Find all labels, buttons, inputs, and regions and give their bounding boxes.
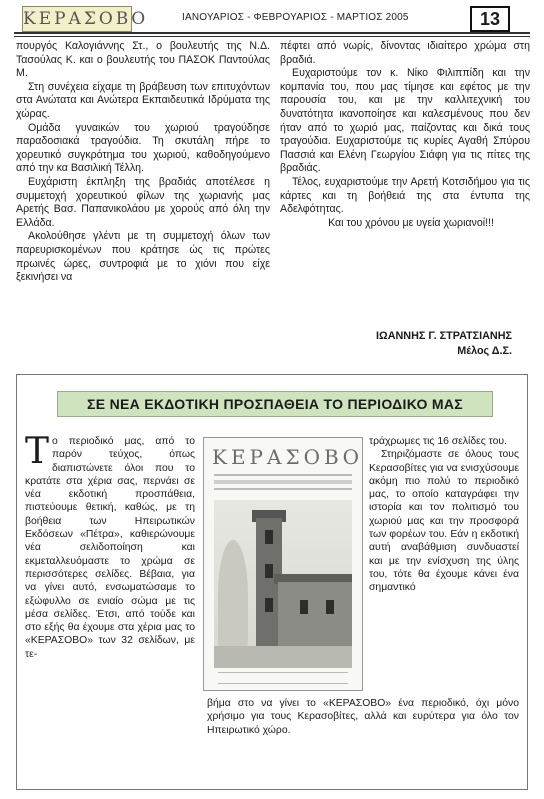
- cover-caption-band: [218, 672, 348, 684]
- tree-shape: [218, 540, 248, 650]
- article-bottom-text: [207, 697, 519, 737]
- signature-name: ΙΩΑΝΝΗΣ Γ. ΣΤΡΑΤΣΙΑΝΗΣ: [376, 330, 512, 342]
- paragraph: Ευχάριστη έκπληξη της βραδιάς αποτέλεσε η συμμετοχή χορευτικού φίλων της χωριανής μας Αρετής Βασ. Παπανικολάου με χορούς από όλη την Ελλάδα.: [16, 175, 270, 229]
- article-box: [16, 374, 528, 790]
- drop-cap: Τ: [25, 431, 50, 472]
- magazine-cover-image: [203, 437, 363, 691]
- paragraph: πουργός Καλογιάννης Στ., ο βουλευτής της Ν.Δ. Τασούλας Κ. και ο βουλευτής του ΠΑΣΟΚ Παντούλας Μ.: [16, 40, 270, 80]
- cover-title: ΚΕΡΑΣΟΒΟ: [212, 445, 364, 469]
- cover-line: [214, 488, 352, 490]
- page-number: 13: [470, 6, 510, 32]
- paragraph: τράχρωμες τις 16 σελίδες του.: [369, 436, 507, 447]
- header-rule: [14, 32, 530, 34]
- church-window: [300, 600, 308, 614]
- church-photo: [214, 500, 352, 668]
- paragraph: Τέλος, ευχαριστούμε την Αρετή Κοτσιδήμου για τις κάρτες και τη βοήθειά της στα έντυπα της Αδελφότητας.: [280, 175, 530, 216]
- top-right-column: [280, 40, 530, 230]
- church-building: [278, 582, 352, 652]
- masthead-logo: ΚΕΡΑΣΟΒΟ: [22, 6, 132, 32]
- paragraph: Στηριζόμαστε σε όλους τους Κερασοβίτες για να ενισχύσουμε ακόμη πιο πολύ το περιοδικό μας, το οποίο καταγράφει την ιστορία και τον πολιτισμό του χωριού μας και την προσφορά των φορέων του. Εάν η εκδοτική αυτή αναβάθμιση συνδυαστεί και με την ενίσχυση της ύλης του, τότε θα έχουμε κάνει ένα σημαντικό: [369, 449, 519, 594]
- cover-band: [214, 480, 352, 484]
- paragraph: βήμα στο να γίνει το «ΚΕΡΑΣΟΒΟ» ένα περιοδικό, όχι μόνο χρήσιμο για τους Κερασοβίτες, αλλά και ευρύτερα για όλο τον Ηπειρωτικό χώρο.: [207, 698, 519, 736]
- paragraph: Ακολούθησε γλέντι με τη συμμετοχή όλων των παρευρισκομένων που κράτησε ώς τις πρώτες πρωινές ώρες, συντροφιά με το χιόνι που είχε ξεκινήσει να: [16, 230, 270, 284]
- page-header: [0, 0, 544, 36]
- tower-window: [265, 564, 273, 578]
- top-left-column: [16, 40, 270, 285]
- article-left-column: [25, 431, 195, 661]
- paragraph: Ομάδα γυναικών του χωριού τραγούδησε παραδοσιακά τραγούδια. Τη σκυτάλη πήρε το χορευτικό συγκρότημα του χωριού, καθοδηγούμενο από την κα Βασιλική Τέλλη.: [16, 121, 270, 175]
- article-right-column: [369, 435, 519, 595]
- signature-role: Μέλος Δ.Σ.: [457, 345, 512, 357]
- header-rule-thin: [14, 36, 530, 37]
- paragraph: Στη συνέχεια είχαμε τη βράβευση των επιτυχόντων στα Ανώτατα και Ανώτερα Εκπαιδευτικά Ιδρύματα της χώρας.: [16, 80, 270, 120]
- tower-window: [265, 530, 273, 544]
- article-headline: ΣΕ ΝΕΑ ΕΚΔΟΤΙΚΗ ΠΡΟΣΠΑΘΕΙΑ ΤΟ ΠΕΡΙΟΔΙΚΟ ΜΑΣ: [57, 391, 493, 417]
- paragraph: Και του χρόνου με υγεία χωριανοί!!!: [328, 216, 494, 229]
- paragraph: πέφτει από νωρίς, δίνοντας ιδιαίτερο χρώμα στη βραδιά.: [280, 40, 530, 66]
- issue-date: ΙΑΝΟΥΑΡΙΟΣ - ΦΕΒΡΟΥΑΡΙΟΣ - ΜΑΡΤΙΟΣ 2005: [182, 12, 409, 23]
- church-window: [326, 600, 334, 614]
- ground: [214, 646, 352, 668]
- tower-window: [265, 598, 273, 612]
- paragraph: Ευχαριστούμε τον κ. Νίκο Φιλιππίδη και την κομπανία του, που μας τίμησε και εφέτος με την παρουσία του, και με την καλλιτεχνική του δυνατότητα ικανοποίησε και καλεσμένους που δεν ήταν από το χωριό μας, παίζοντας και δικά τους τραγούδια. Ευχαριστούμε τις κυρίες Αγαθή Σπύρου Πασσιά και Ελένη Γεωργίου Σιάφη για τις πίτες της βραδιάς.: [280, 67, 530, 175]
- cover-line: [214, 474, 352, 476]
- article-left-text: ο περιοδικό μας, από το παρόν τεύχος, όπως διαπιστώνετε όλοι που το κρατάτε στα χέρια σας, περνάει σε νέα εκδοτική προσπάθεια, πιστεύουμε θετική, καθώς, με τη βοήθεια των Ηπειρωτικών Εκδόσεων «Πέτρα», καθιερώνουμε νέα σελιδοποίηση και εκμεταλλευόμαστε το χρώμα σε περισσότερες σελίδες. Βέβαια, για να γίνει αυτό, ενσωματώσαμε το εξώφυλλο σε ενιαίο σώμα με τις μέσα σελίδες. Έτσι, από τούδε και στο εξής θα έχουμε στα χέρια μας το «ΚΕΡΑΣΟΒΟ» των 32 σελίδων, με τε-: [25, 436, 195, 660]
